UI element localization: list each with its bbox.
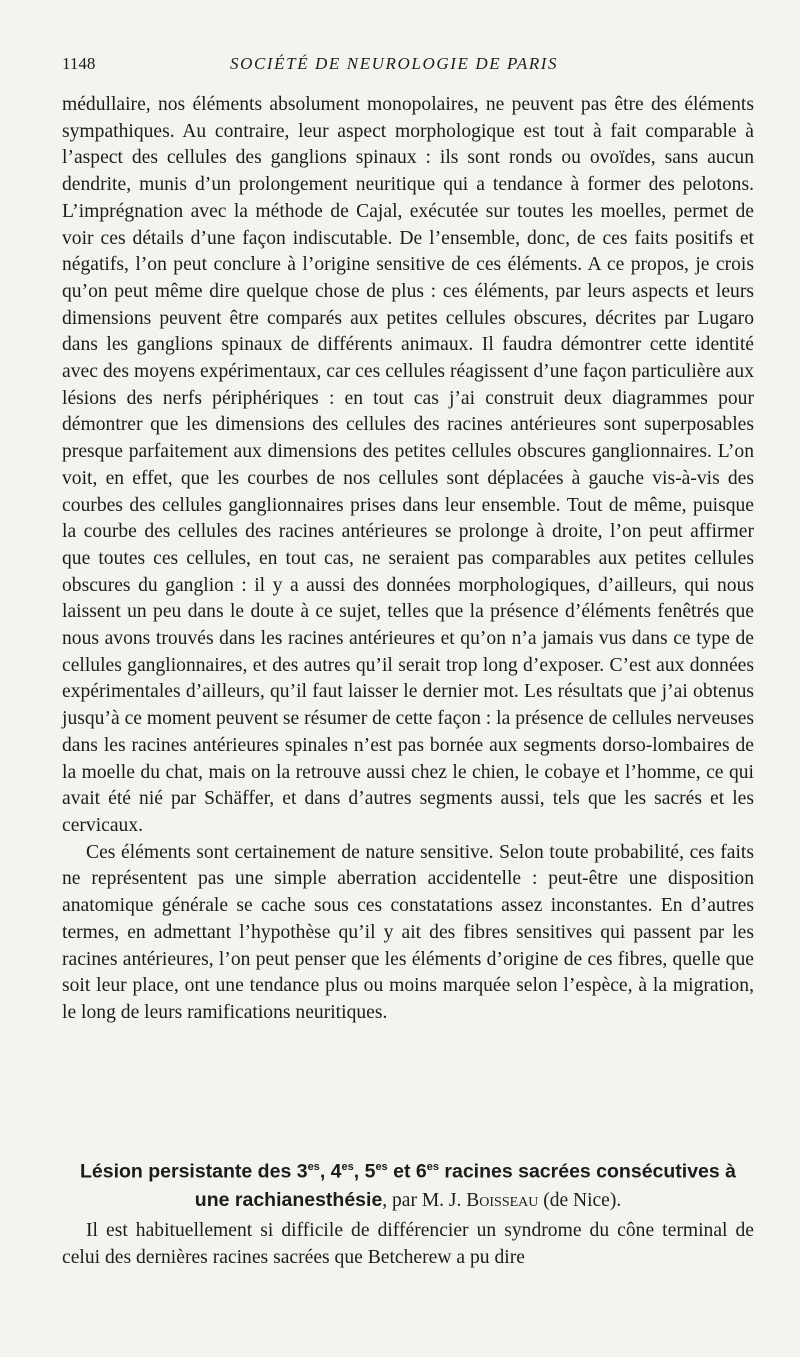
title-text-1: Lésion persistante des 3	[79, 1160, 308, 1183]
byline	[382, 1190, 621, 1211]
body-text	[62, 92, 754, 1027]
title-sup-1: es	[307, 1161, 320, 1173]
author-name: Boisseau	[466, 1189, 539, 1211]
author-affiliation: (de Nice).	[538, 1189, 622, 1211]
title-sup-4: es	[426, 1161, 439, 1173]
paragraph-1: médullaire, nos éléments absolument monopolaires, ne peuvent pas être des éléments sympathiques. Au contraire, leur aspect morphologique est tout à fait comparable à l’aspect des cellules des ganglions spinaux : ils sont ronds ou ovoïdes, sans aucun dendrite, munis d’un prolongement neuritique qui a tendance à former des pelotons. L’imprégnation avec la méthode de Cajal, exécutée sur toutes les moelles, permet de voir ces détails d’une façon indiscutable. De l’ensemble, donc, de ces faits positifs et négatifs, l’on peut conclure à l’origine sensitive de ces éléments. A ce propos, je crois qu’on peut même dire quelque chose de plus : ces éléments, par leurs aspects et leurs dimensions peuvent être comparés aux petites cellules obscures, décrites par Lugaro dans les ganglions spinaux de différents animaux. Il faudra démontrer cette identité avec des moyens expérimentaux, car ces cellules réagissent d’une façon particulière aux lésions des nerfs périphériques : en tout cas j’ai construit deux diagrammes pour démontrer que les dimensions des cellules des racines antérieures sont superposables presque parfaitement aux dimensions des petites cellules obscures ganglionnaires. L’on voit, en effet, que les courbes de nos cellules sont déplacées à gauche vis-à-vis des courbes des cellules ganglionnaires prises dans leur ensemble. Tout de même, puisque la courbe des cellules des racines antérieures se prolonge à droite, l’on peut affirmer que toutes ces cellules, en tout cas, ne seraient pas comparables aux petites cellules obscures du ganglion : il y a aussi des données morphologiques, d’ailleurs, qui nous laissent un peu dans le doute à ce sujet, telles que la présence d’éléments fenêtrés que nous avons trouvés dans les racines antérieures et qu’on n’a jamais vus dans ce type de cellules ganglionnaires, et des autres qu’il serait trop long d’exposer. C’est aux données expérimentales d’ailleurs, qu’il faut laisser le dernier mot. Les résultats que j’ai obtenus jusqu’à ce moment peuvent se résumer de cette façon : la présence de cellules nerveuses dans les racines antérieures spinales n’est pas bornée aux segments dorso-lombaires de la moelle du chat, mais on la retrouve aussi chez le chien, le cobaye et l’homme, ce qui avait été nié par Schäffer, et dans d’autres segments aussi, tels que les sacrés et les cervicaux.	[62, 94, 755, 836]
paragraph-2: Ces éléments sont certainement de nature sensitive. Selon toute probabilité, ces faits ne représentent pas une simple aberration accidentelle : peut-être une disposition anatomique générale se cache sous ces constatations assez inconstantes. En d’autres termes, en admettant l’hypothèse qu’il y ait des fibres sensitives qui passent par les racines antérieures, l’on peut penser que les éléments d’origine de ces fibres, quelle que soit leur place, ont une tendance plus ou moins marquée selon l’espèce, à la migration, le long de leurs ramifications neuritiques.	[62, 841, 754, 1023]
section-title	[62, 1153, 754, 1215]
title-sup-3: es	[375, 1161, 388, 1173]
title-sep-1: , 4	[319, 1160, 342, 1183]
title-sep-2: , 5	[353, 1160, 376, 1183]
page-number: 1148	[62, 54, 96, 73]
page-header	[62, 52, 762, 78]
byline-prefix: , par M. J.	[382, 1189, 467, 1211]
title-sup-2: es	[341, 1161, 354, 1173]
section-body	[62, 1217, 754, 1271]
title-text-2: racines sacrées consécutives à une rachianesthésie	[194, 1160, 737, 1211]
title-sep-3: et 6	[387, 1160, 427, 1183]
running-title: SOCIÉTÉ DE NEUROLOGIE DE PARIS	[230, 54, 559, 73]
section-paragraph-1: Il est habituellement si difficile de différencier un syndrome du cône terminal de celui des dernières racines sacrées que Betcherew a pu dire	[62, 1220, 754, 1268]
